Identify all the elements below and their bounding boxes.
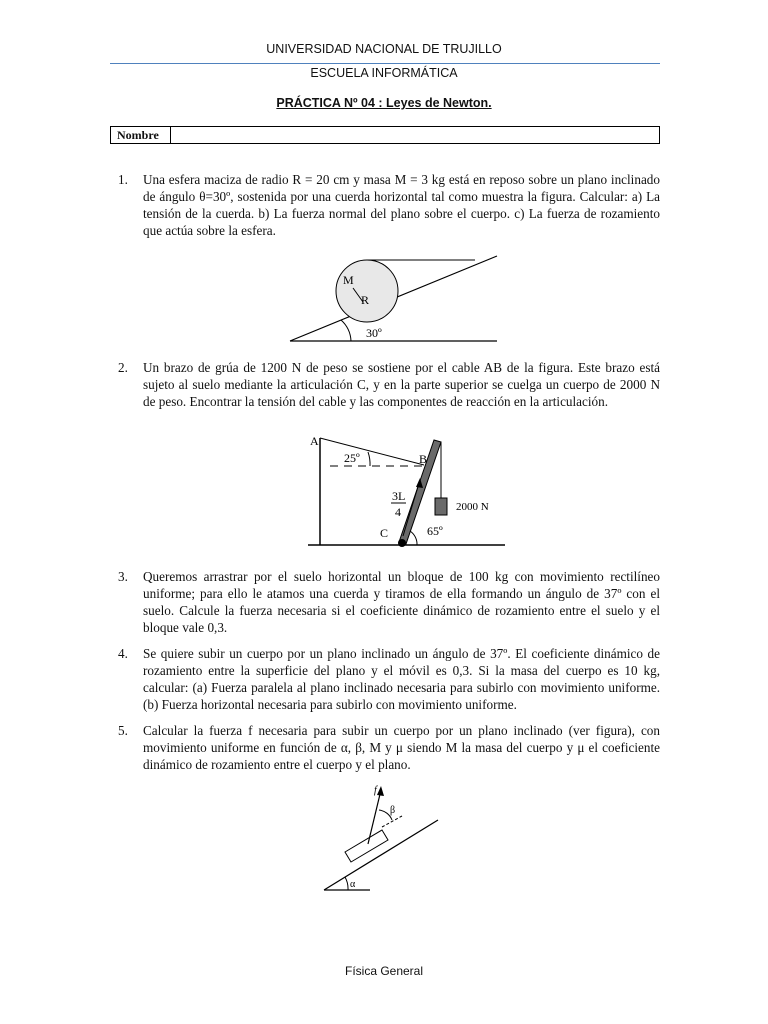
figure-crane (300, 430, 510, 552)
hinge-c (398, 539, 406, 547)
figure-incline-force (320, 780, 445, 895)
plane-direction-line (382, 816, 402, 827)
sphere (336, 260, 398, 322)
cable-ab (320, 438, 424, 465)
problem-text: Una esfera maciza de radio R = 20 cm y masa M = 3 kg está en reposo sobre un plano inclinado de ángulo θ=30º, sostenida por una cuerda horizontal tal como muestra la figura. Calcular: a) La tensión de la cuerda. b) La fuerza normal del plano sobre el cuerpo. c) La fuerza de rozamiento que actúa sobre la esfera. (143, 172, 660, 238)
weight-label: 2000 N (456, 501, 489, 513)
problem-text: Un brazo de grúa de 1200 N de peso se sostiene por el cable AB de la figura. Este brazo está sujeto al suelo mediante la articulación C, y en la parte superior se cuelga un cuerpo de 2000 N de peso. Encontrar la tensión del cable y las componentes de reacción en la articulación. (143, 360, 660, 409)
name-input[interactable] (173, 127, 659, 143)
fraction-numerator: 3L (392, 489, 406, 503)
name-label: Nombre (111, 127, 171, 143)
problem-text: Se quiere subir un cuerpo por un plano inclinado un ángulo de 37º. El coeficiente dinámico de rozamiento entre la superficie del plano y el móvil es 0,3. Si la masa del cuerpo es 10 kg, calcular: (a) Fuerza paralela al plano inclinado necesaria para subirlo con movimiento uniforme. (b) Fuerza horizontal necesaria para subirlo con movimiento uniforme. (143, 646, 660, 712)
hanging-weight (435, 498, 447, 515)
force-label: f (374, 785, 377, 796)
page-title: PRÁCTICA Nº 04 : Leyes de Newton. (276, 96, 492, 110)
beta-label: β (390, 805, 396, 816)
problem-2 (118, 359, 660, 410)
block (345, 830, 388, 862)
problem-4 (118, 645, 660, 713)
school-name: ESCUELA INFORMÁTICA (310, 66, 458, 80)
mass-label: M (343, 273, 354, 287)
angle-bottom: 65º (427, 524, 443, 538)
point-a: A (310, 434, 319, 448)
problem-5 (118, 722, 660, 773)
university-name: UNIVERSIDAD NACIONAL DE TRUJILLO (266, 42, 502, 56)
problem-3 (118, 568, 660, 636)
footer: Física General (344, 964, 424, 978)
point-b: B (419, 452, 428, 466)
figure-sphere-incline (285, 252, 500, 348)
problem-text: Calcular la fuerza f necesaria para subir un cuerpo por un plano inclinado (ver figura), con movimiento uniforme en función de α, β, M y μ siendo M la masa del cuerpo y μ el coeficiente dinámico de rozamiento entre el cuerpo y el plano. (143, 723, 660, 772)
angle-label: 30º (366, 326, 382, 340)
problem-number: 1. (118, 172, 128, 187)
angle-arc (341, 320, 351, 341)
fraction-denominator: 4 (395, 505, 401, 519)
header-rule (110, 63, 660, 64)
point-c: C (380, 526, 389, 540)
problem-number: 3. (118, 569, 128, 584)
alpha-arc (345, 877, 348, 890)
problem-number: 5. (118, 723, 128, 738)
angle-arc-bottom (410, 531, 417, 545)
problem-number: 2. (118, 360, 128, 375)
force-arrow-head (377, 786, 384, 796)
problem-text: Queremos arrastrar por el suelo horizontal un bloque de 100 kg con movimiento rectilíneo uniforme; para ello le atamos una cuerda y tiramos de ella formando un ángulo de 37º con el suelo. Calcule la fuerza necesaria si el coeficiente dinámico de rozamiento entre el suelo y el bloque vale 0,3. (143, 569, 660, 635)
name-field-box (110, 126, 660, 144)
angle-top: 25º (344, 451, 360, 465)
radius-label: R (361, 293, 370, 307)
alpha-label: α (350, 879, 356, 890)
problem-number: 4. (118, 646, 128, 661)
problem-1 (118, 171, 660, 239)
angle-arc-top (368, 452, 370, 466)
